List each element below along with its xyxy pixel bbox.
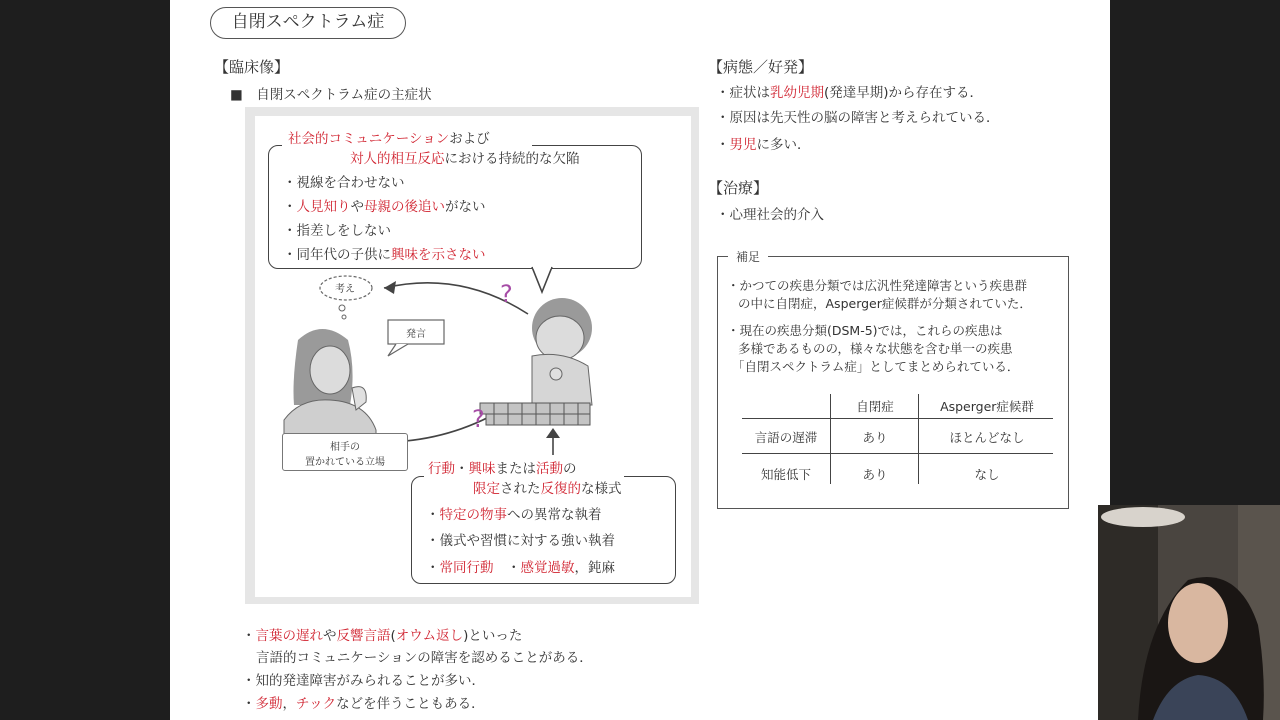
presenter-video-icon [1098, 505, 1280, 720]
presenter-webcam [1098, 505, 1280, 720]
clinical-heading: 【臨床像】 [214, 58, 290, 76]
behavior-title-line2: 限定された反復的な様式 [473, 481, 622, 497]
table-cell: なし [974, 467, 1000, 482]
table-header-autism: 自閉症 [856, 399, 894, 414]
mother-figure-icon [284, 329, 376, 435]
table-row-label: 言語の遅滞 [754, 430, 818, 445]
pathology-onset: ・症状は乳幼児期(発達早期)から存在する． [716, 85, 984, 101]
behavior-item-1: ・特定の物事への異常な執着 [426, 507, 602, 523]
note-language-delay-line2: 言語的コミュニケーションの障害を認めることがある． [256, 650, 593, 666]
main-symptoms-subheading: ■ 自閉スペクトラム症の主症状 [230, 87, 432, 103]
social-item-4: ・同年代の子供に興味を示さない [283, 247, 486, 263]
lecture-slide [170, 0, 1110, 720]
slide-title: 自閉スペクトラム症 [210, 7, 406, 39]
note-language-delay: ・言葉の遅れや反響言語(オウム返し)といった [242, 628, 523, 644]
supplement-note-1-line1: ・かつての疾患分類では広汎性発達障害という疾患群 [727, 278, 1028, 293]
supplement-note-2-line1: ・現在の疾患分類(DSM-5)では，これらの疾患は [727, 323, 1003, 338]
pathology-heading: 【病態／好発】 [708, 58, 814, 76]
table-cell: ほとんどなし [949, 430, 1025, 445]
question-mark-upper: ? [500, 280, 513, 308]
speech-label: 発言 [406, 329, 426, 340]
pathology-cause: ・原因は先天性の脳の障害と考えられている． [716, 110, 1000, 126]
partner-position-box: 相手の 置かれている立場 [282, 433, 408, 471]
pathology-sex: ・男児に多い． [716, 137, 811, 153]
toy-blocks-icon [480, 403, 590, 425]
supplement-note-2-line3: 「自閉スペクトラム症」としてまとめられている． [732, 359, 1020, 374]
question-mark-lower: ? [472, 405, 485, 433]
social-title-line2: 対人的相互反応における持続的な欠陥 [348, 147, 582, 167]
behavior-item-2: ・儀式や習慣に対する強い執着 [426, 533, 615, 549]
treatment-heading: 【治療】 [708, 179, 769, 197]
behavior-title-line1: 行動・興味または活動の [428, 461, 577, 477]
table-header-asperger: Asperger症候群 [940, 399, 1034, 414]
behavior-item-3: ・常同行動 ・感覚過敏，鈍麻 [426, 560, 615, 576]
supplement-note-2-line2: 多様であるものの，様々な状態を含む単一の疾患 [738, 341, 1013, 356]
note-hyperactivity: ・多動，チックなどを伴うこともある． [242, 696, 485, 712]
supplement-label: 補足 [728, 248, 768, 265]
child-figure-icon [532, 298, 592, 405]
table-row-label: 知能低下 [760, 467, 811, 482]
thought-label: 考え [335, 284, 355, 295]
social-item-1: ・視線を合わせない [283, 175, 405, 191]
social-item-2: ・人見知りや母親の後追いがない [283, 199, 486, 215]
table-cell: あり [862, 430, 888, 445]
table-cell: あり [862, 467, 888, 482]
social-title-line1: 社会的コミュニケーションおよび [288, 131, 490, 147]
social-item-3: ・指差しをしない [283, 223, 391, 239]
supplement-note-1-line2: の中に自閉症，Asperger症候群が分類されていた． [738, 296, 1032, 311]
note-intellectual-disability: ・知的発達障害がみられることが多い． [242, 673, 485, 689]
left-letterbox [0, 0, 170, 720]
treatment-item: ・心理社会的介入 [716, 207, 824, 223]
